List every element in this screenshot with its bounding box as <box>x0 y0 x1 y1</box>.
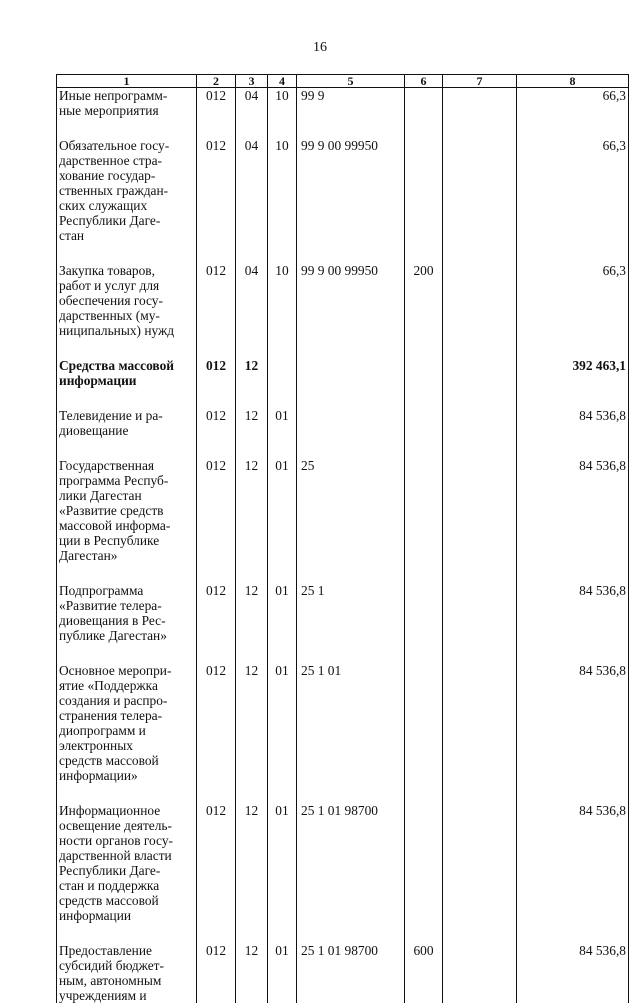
cell-col7 <box>443 358 517 408</box>
cell-col7 <box>443 583 517 663</box>
cell-code: 012 <box>197 583 236 663</box>
table-row <box>57 263 629 358</box>
cell-expense-type <box>405 803 443 943</box>
cell-amount: 84 536,8 <box>517 408 629 458</box>
cell-amount: 66,3 <box>517 263 629 358</box>
cell-col7 <box>443 408 517 458</box>
column-header: 4 <box>268 75 297 88</box>
cell-section: 12 <box>236 458 268 583</box>
cell-amount: 84 536,8 <box>517 803 629 943</box>
cell-name: Иные непрограмм- ные мероприятия <box>57 88 197 139</box>
cell-target-article: 25 1 <box>297 583 405 663</box>
cell-subsection <box>268 358 297 408</box>
cell-code: 012 <box>197 88 236 139</box>
cell-amount: 84 536,8 <box>517 458 629 583</box>
cell-target-article: 99 9 00 99950 <box>297 138 405 263</box>
cell-section: 12 <box>236 943 268 1003</box>
cell-expense-type <box>405 358 443 408</box>
cell-code: 012 <box>197 803 236 943</box>
cell-section: 12 <box>236 663 268 803</box>
cell-section: 12 <box>236 408 268 458</box>
cell-target-article: 99 9 00 99950 <box>297 263 405 358</box>
cell-name: Основное меропри- ятие «Поддержка создания и распро- странения телера- диопрограмм и электронных средств массовой информации» <box>57 663 197 803</box>
cell-target-article: 25 <box>297 458 405 583</box>
cell-code: 012 <box>197 663 236 803</box>
table-row <box>57 583 629 663</box>
cell-section: 12 <box>236 358 268 408</box>
column-header: 2 <box>197 75 236 88</box>
cell-amount: 66,3 <box>517 138 629 263</box>
column-header: 5 <box>297 75 405 88</box>
cell-name: Телевидение и ра- диовещание <box>57 408 197 458</box>
cell-section: 04 <box>236 88 268 139</box>
cell-subsection: 10 <box>268 88 297 139</box>
column-header: 1 <box>57 75 197 88</box>
cell-subsection: 01 <box>268 803 297 943</box>
cell-name: Предоставление субсидий бюджет- ным, автономным учреждениям и <box>57 943 197 1003</box>
table-row <box>57 458 629 583</box>
cell-expense-type <box>405 408 443 458</box>
cell-expense-type <box>405 88 443 139</box>
column-header: 3 <box>236 75 268 88</box>
cell-name: Средства массовой информации <box>57 358 197 408</box>
cell-subsection: 01 <box>268 663 297 803</box>
cell-col7 <box>443 458 517 583</box>
page-number: 16 <box>0 40 640 56</box>
cell-name: Закупка товаров, работ и услуг для обеспечения госу- дарственных (му- ниципальных) нужд <box>57 263 197 358</box>
cell-target-article: 25 1 01 <box>297 663 405 803</box>
table-row <box>57 663 629 803</box>
cell-section: 04 <box>236 138 268 263</box>
table-row <box>57 88 629 139</box>
cell-col7 <box>443 943 517 1003</box>
table-row <box>57 408 629 458</box>
cell-subsection: 01 <box>268 583 297 663</box>
cell-subsection: 10 <box>268 263 297 358</box>
table-row <box>57 138 629 263</box>
cell-col7 <box>443 88 517 139</box>
cell-code: 012 <box>197 458 236 583</box>
cell-name: Информационное освещение деятель- ности органов госу- дарственной власти Республики Даге- стан и поддержка средств массовой информации <box>57 803 197 943</box>
cell-code: 012 <box>197 358 236 408</box>
cell-section: 04 <box>236 263 268 358</box>
cell-section: 12 <box>236 583 268 663</box>
cell-expense-type <box>405 583 443 663</box>
cell-subsection: 01 <box>268 458 297 583</box>
budget-table <box>56 74 629 1003</box>
cell-target-article: 25 1 01 98700 <box>297 803 405 943</box>
cell-col7 <box>443 263 517 358</box>
cell-col7 <box>443 663 517 803</box>
cell-name: Подпрограмма «Развитие телера- диовещания в Рес- публике Дагестан» <box>57 583 197 663</box>
cell-amount: 84 536,8 <box>517 943 629 1003</box>
cell-code: 012 <box>197 408 236 458</box>
cell-name: Государственная программа Респуб- лики Дагестан «Развитие средств массовой информа- ции в Республике Дагестан» <box>57 458 197 583</box>
cell-col7 <box>443 138 517 263</box>
cell-target-article <box>297 358 405 408</box>
column-header: 8 <box>517 75 629 88</box>
cell-target-article: 99 9 <box>297 88 405 139</box>
cell-amount: 392 463,1 <box>517 358 629 408</box>
cell-target-article <box>297 408 405 458</box>
cell-code: 012 <box>197 943 236 1003</box>
cell-amount: 84 536,8 <box>517 583 629 663</box>
cell-code: 012 <box>197 138 236 263</box>
cell-subsection: 10 <box>268 138 297 263</box>
cell-expense-type: 200 <box>405 263 443 358</box>
table-row <box>57 943 629 1003</box>
table-row <box>57 358 629 408</box>
cell-amount: 66,3 <box>517 88 629 139</box>
cell-expense-type <box>405 663 443 803</box>
column-header: 7 <box>443 75 517 88</box>
cell-code: 012 <box>197 263 236 358</box>
cell-section: 12 <box>236 803 268 943</box>
cell-expense-type: 600 <box>405 943 443 1003</box>
cell-name: Обязательное госу- дарственное стра- хование государ- ственных граждан- ских служащих Республики Даге- стан <box>57 138 197 263</box>
cell-col7 <box>443 803 517 943</box>
table-row <box>57 803 629 943</box>
header-row <box>57 75 629 88</box>
cell-subsection: 01 <box>268 408 297 458</box>
cell-expense-type <box>405 138 443 263</box>
column-header: 6 <box>405 75 443 88</box>
cell-target-article: 25 1 01 98700 <box>297 943 405 1003</box>
cell-amount: 84 536,8 <box>517 663 629 803</box>
table-body <box>57 88 629 1003</box>
cell-expense-type <box>405 458 443 583</box>
cell-subsection: 01 <box>268 943 297 1003</box>
